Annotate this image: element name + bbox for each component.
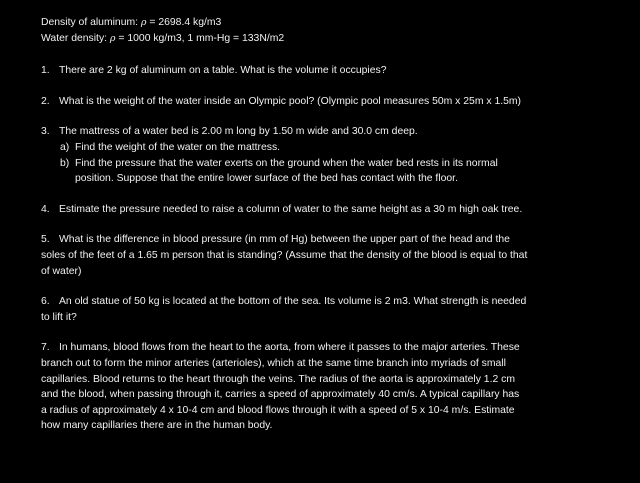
question-text-continued: how many capillaries there are in the human body.: [41, 420, 273, 432]
question-5: [41, 232, 601, 279]
question-6: [41, 294, 601, 325]
question-text: What is the weight of the water inside an Olympic pool? (Olympic pool measures 50m x 25m x 1.5m): [59, 95, 521, 107]
question-number: 6.: [41, 296, 50, 308]
part-label: b): [60, 157, 70, 169]
question-text: What is the difference in blood pressure (in mm of Hg) between the upper part of the head and the: [59, 234, 510, 246]
question-text: An old statue of 50 kg is located at the bottom of the sea. Its volume is 2 m3. What strength is needed: [59, 296, 527, 308]
constants-header: [41, 15, 601, 46]
rho-symbol: ρ: [140, 17, 147, 28]
question-text: There are 2 kg of aluminum on a table. What is the volume it occupies?: [59, 65, 387, 77]
question-2: [41, 94, 601, 110]
water-density-line: Water density: ρ = 1000 kg/m3, 1 mm-Hg = 133N/m2: [41, 32, 285, 44]
question-3-part-b: [41, 156, 601, 172]
question-text-continued: a radius of approximately 4 x 10-4 cm and blood flows through it with a speed of 5 x 10-4 m/s. Estimate: [41, 404, 515, 416]
part-text: Find the pressure that the water exerts on the ground when the water bed rests in its normal: [75, 157, 498, 169]
question-1: [41, 63, 601, 79]
question-text: Estimate the pressure needed to raise a column of water to the same height as a 30 m high oak tree.: [59, 203, 523, 215]
question-text-continued: branch out to form the minor arteries (arterioles), which at the same time branch into myriads of small: [41, 357, 506, 369]
rho-symbol: ρ: [109, 32, 116, 44]
question-3-part-b-continued: position. Suppose that the entire lower surface of the bed has contact with the floor.: [75, 173, 458, 185]
part-label: a): [60, 141, 70, 153]
question-number: 2.: [41, 95, 50, 107]
problem-sheet: [41, 15, 601, 449]
question-3-part-a: [41, 140, 601, 156]
question-number: 4.: [41, 203, 50, 215]
question-text-continued: capillaries. Blood returns to the heart through the veins. The radius of the aorta is approximately 1.2 cm: [41, 373, 515, 385]
question-7: [41, 340, 601, 434]
question-number: 5.: [41, 234, 50, 246]
aluminum-density-line: Density of aluminum: ρ = 2698.4 kg/m3: [41, 17, 222, 28]
question-3: [41, 124, 601, 186]
question-text-continued: soles of the feet of a 1.65 m person that is standing? (Assume that the density of the blood is equal to that: [41, 249, 528, 261]
question-text-continued: of water): [41, 265, 82, 277]
question-text: In humans, blood flows from the heart to the aorta, from where it passes to the major arteries. These: [59, 342, 520, 354]
question-text: The mattress of a water bed is 2.00 m long by 1.50 m wide and 30.0 cm deep.: [59, 126, 418, 138]
question-number: 1.: [41, 65, 50, 77]
question-number: 7.: [41, 342, 50, 354]
question-text-continued: and the blood, when passing through it, carries a speed of approximately 40 cm/s. A typical capillary has: [41, 389, 520, 401]
question-number: 3.: [41, 126, 50, 138]
part-text: Find the weight of the water on the mattress.: [75, 141, 281, 153]
question-text-continued: to lift it?: [41, 311, 77, 323]
question-4: [41, 202, 601, 218]
